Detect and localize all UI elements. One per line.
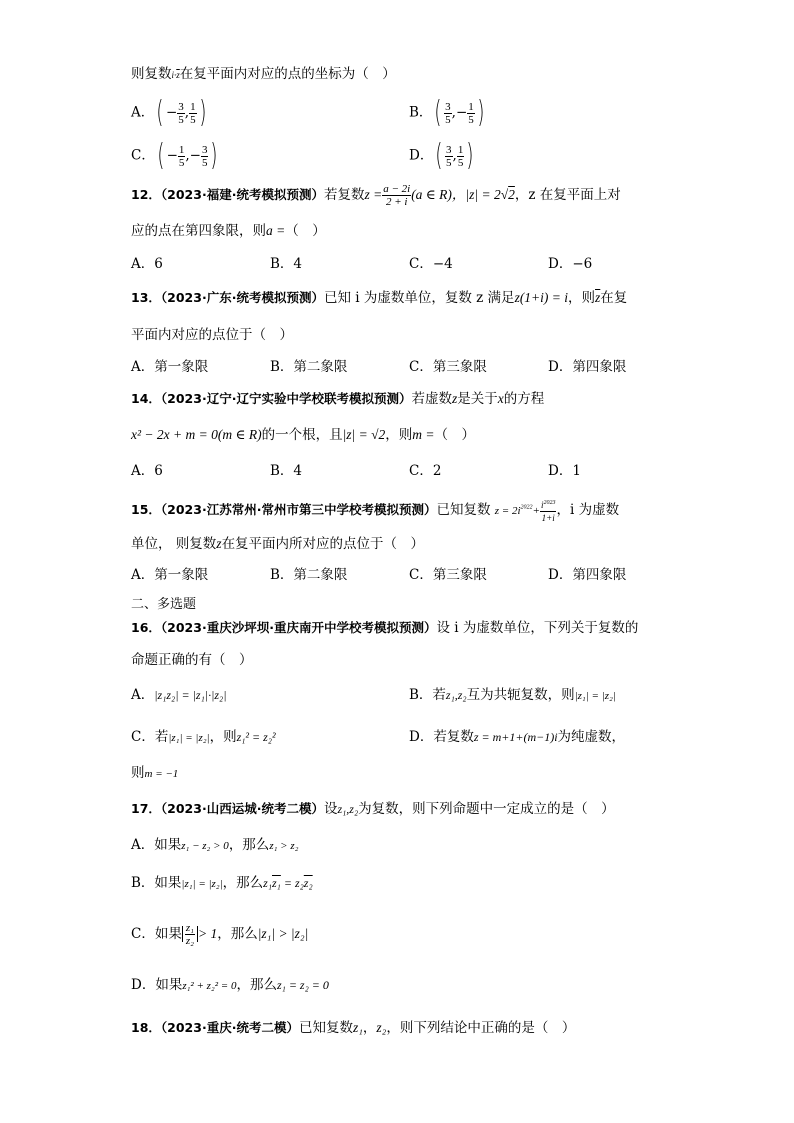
q16-option-a[interactable]: A．|z₁z₂| = |z₁|·|z₂|: [131, 687, 227, 703]
q15-stem: 15．（2023·江苏常州·常州市第三中学校考模拟预测）已知复数 $z = 2i^{2022}+$ $\frac{i^{2023}}{1+i}$ ，i 为虚数: [131, 497, 619, 524]
q16-option-b[interactable]: B．若z₁,z₂互为共轭复数，则|z₁| = |z₂|: [409, 687, 616, 703]
q14-option-c[interactable]: C．2: [409, 463, 442, 479]
q17-option-d[interactable]: D．如果z₁² + z₂² = 0，那么z₁ = z₂ = 0: [131, 977, 329, 993]
q11-option-c[interactable]: C．( − $\frac{1}{5}$ ,− $\frac{3}{5}$ ): [131, 138, 218, 173]
q13-option-b[interactable]: B．第二象限: [270, 359, 348, 375]
q16-option-c[interactable]: C．若|z₁| = |z₂|，则z₁² = z₂²: [131, 729, 276, 745]
q16-option-d[interactable]: D．若复数z = m+1+(m−1)i为纯虚数，: [409, 729, 626, 745]
q14-option-d[interactable]: D．1: [548, 463, 581, 479]
q12-option-d[interactable]: D．−6: [548, 256, 593, 272]
q16-stem-line2: 命题正确的有（ ）: [131, 652, 253, 668]
q11-option-b[interactable]: B．( $\frac{3}{5}$ ,− $\frac{1}{5}$ ): [409, 95, 485, 130]
q15-option-d[interactable]: D．第四象限: [548, 567, 627, 583]
q17-option-c[interactable]: C．如果 $\frac{\text{z₁}}{\text{z₂}}$ > 1，那么|z₁| > |z₂|: [131, 922, 309, 947]
q12-option-c[interactable]: C．−4: [409, 256, 453, 272]
q17-option-a[interactable]: A．如果z₁ − z₂ > 0，那么z₁ > z₂: [131, 837, 299, 853]
q15-option-a[interactable]: A．第一象限: [131, 567, 209, 583]
q14-stem-line2: x² − 2x + m = 0(m ∈ R)的一个根，且|z| = √2，则m =（ ）: [131, 427, 476, 443]
q18-stem: 18．（2023·重庆·统考二模）已知复数z₁，z₂，则下列结论中正确的是（ ）: [131, 1020, 576, 1036]
q15-stem-line2: 单位， 则复数z在复平面内所对应的点位于（ ）: [131, 536, 425, 552]
q17-stem: 17．（2023·山西运城·统考二模）设z₁,z₂为复数，则下列命题中一定成立的是（ ）: [131, 801, 615, 817]
q13-option-c[interactable]: C．第三象限: [409, 359, 487, 375]
q14-option-b[interactable]: B．4: [270, 463, 303, 479]
section-heading-multi-choice: 二、多选题: [131, 597, 197, 612]
q15-option-b[interactable]: B．第二象限: [270, 567, 348, 583]
q11-stem: 则复数$i\cdot\overline{z}$在复平面内对应的点的坐标为（ ）: [131, 66, 396, 82]
q13-stem: 13．（2023·广东·统考模拟预测）已知 i 为虚数单位，复数 z 满足z(1+i) = i，则$\overline{z}$在复: [131, 290, 628, 306]
q14-stem: 14．（2023·辽宁·辽宁实验中学校联考模拟预测）若虚数z是关于x的方程: [131, 391, 545, 407]
q12-option-b[interactable]: B．4: [270, 256, 303, 272]
q13-stem-line2: 平面内对应的点位于（ ）: [131, 327, 293, 343]
q12-option-a[interactable]: A．6: [131, 256, 163, 272]
q13-option-a[interactable]: A．第一象限: [131, 359, 209, 375]
q17-option-b[interactable]: B．如果|z₁| = |z₂|，那么z₁z₁ = z₂z₂: [131, 875, 313, 891]
q12-stem: 12．（2023·福建·统考模拟预测）若复数z = $\frac{a - 2i}{2 + i}$ (a ∈ R)，|z| = 2√2，z 在复平面上对: [131, 183, 621, 208]
q11-option-d[interactable]: D．( $\frac{3}{5}$ , $\frac{1}{5}$ ): [409, 138, 474, 173]
q12-stem-line2: 应的点在第四象限，则a =（ ）: [131, 223, 326, 239]
q16-stem: 16．（2023·重庆沙坪坝·重庆南开中学校考模拟预测）设 i 为虚数单位，下列关于复数的: [131, 620, 639, 636]
q11-option-a[interactable]: A．( − $\frac{3}{5}$ , $\frac{1}{5}$ ): [131, 95, 206, 130]
q14-option-a[interactable]: A．6: [131, 463, 163, 479]
q13-option-d[interactable]: D．第四象限: [548, 359, 627, 375]
q16-option-d-line2: 则m = −1: [131, 765, 179, 781]
q15-option-c[interactable]: C．第三象限: [409, 567, 487, 583]
